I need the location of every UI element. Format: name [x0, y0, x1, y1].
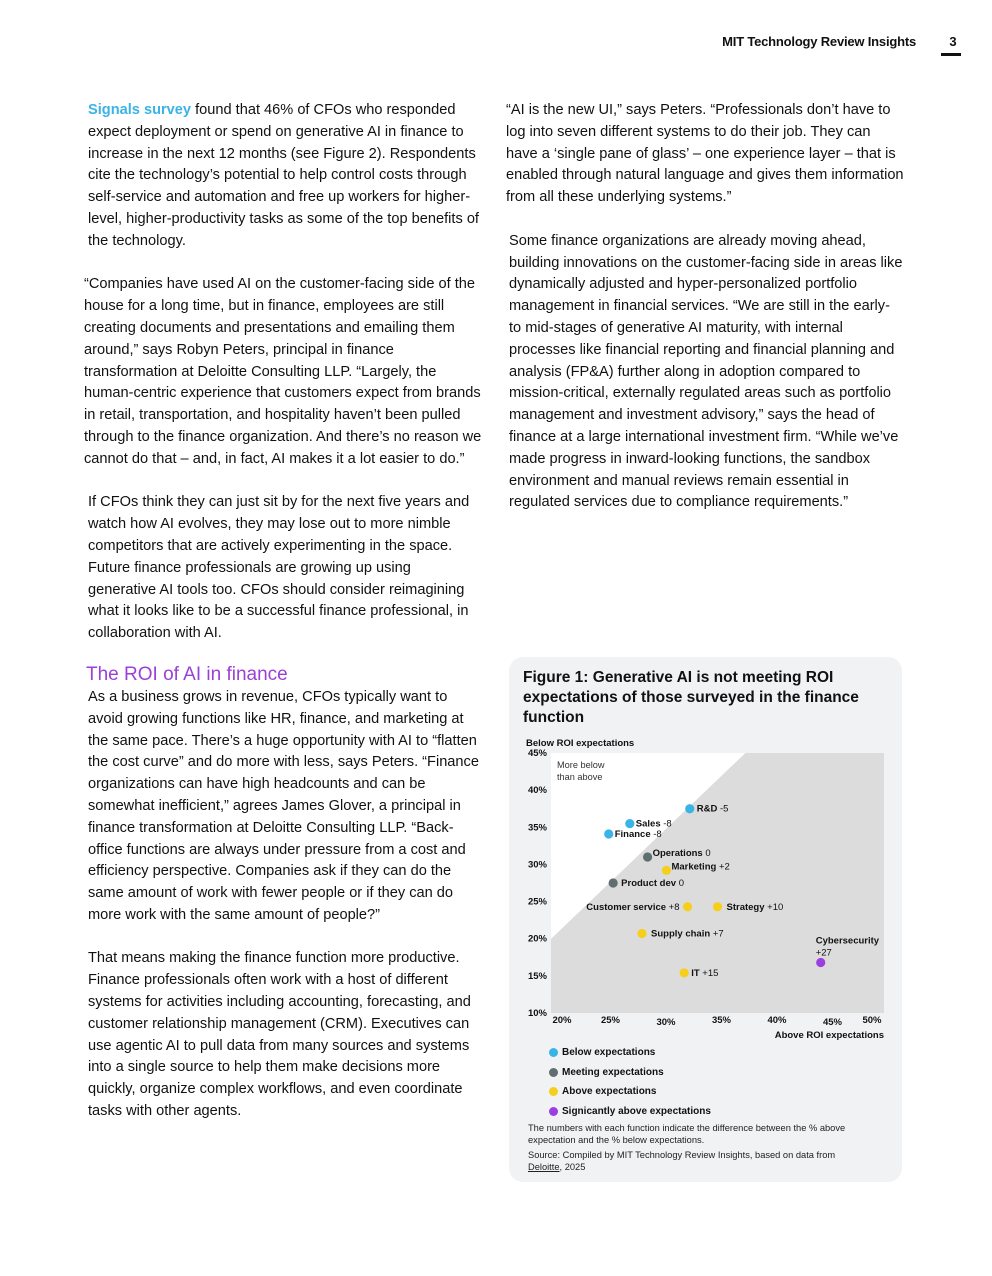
data-point-label [691, 968, 718, 979]
section-heading: The ROI of AI in finance [86, 663, 288, 685]
legend-item [549, 1063, 711, 1083]
data-point [643, 852, 652, 861]
y-tick-label: 40% [527, 785, 547, 797]
y-tick-label: 30% [527, 859, 547, 871]
data-point-label [651, 929, 724, 940]
left-column [84, 100, 483, 1145]
x-tick-label: 50% [862, 1015, 882, 1026]
data-point [683, 902, 692, 911]
region-label: More below than above [557, 760, 605, 782]
paragraph: “Companies have used AI on the customer-facing side of the house for a long time, but in finance, employees are still creating documents and presentations and emailing them around,” says Robyn Peters, principal in finance transformation at Deloitte Consulting LLP. “Largely, the human-centric experience that customers expect from brands in retail, transportation, and hospitality haven’t been pulled through to the finance organization. And there’s no reason we cannot do that – and, in fact, AI makes it a lot easier to do.” [84, 276, 482, 467]
data-point [637, 929, 646, 938]
legend-item [549, 1102, 711, 1122]
point-value: -8 [653, 828, 662, 840]
page-number: 3 [949, 34, 957, 49]
point-name: Operations [652, 848, 706, 859]
y-tick-label: 15% [527, 970, 547, 982]
point-name: Customer service [586, 901, 669, 913]
x-axis-label: Above ROI expectations [774, 1030, 884, 1040]
legend-item [549, 1043, 711, 1063]
source-text: Source: Compiled by MIT Technology Review Insights, based on data from [528, 1150, 836, 1160]
x-tick-label: 35% [711, 1015, 732, 1026]
x-tick-label: 30% [656, 1017, 676, 1028]
header-rule [941, 53, 961, 56]
point-name: Sales [635, 818, 664, 830]
point-value: -8 [663, 818, 672, 830]
point-name: R&D [696, 803, 720, 815]
scatter-chart [509, 730, 902, 1040]
paragraph: “AI is the new UI,” says Peters. “Professionals don’t have to log into seven different systems to do their job. They can have a ‘single pane of glass’ – one experience layer – that is enabled through natural language and gives them information from all these underlying systems.” [506, 102, 904, 206]
data-point-label [653, 848, 711, 859]
x-tick-label: 45% [822, 1017, 843, 1028]
legend-label: Meeting expectations [562, 1066, 664, 1078]
paragraph: That means making the finance function more productive. Finance professionals often work with a host of different systems for activities including accounting, forecasting, and customer relationship management (CRM). Executives can use agentic AI to pull data from many sources and systems into a single source to help them make decisions more quickly, organize complex workflows, and even coordinate tasks with other agents. [88, 950, 471, 1120]
y-tick-label: 10% [527, 1008, 547, 1019]
point-value: -5 [719, 803, 729, 815]
x-tick-label: 40% [767, 1015, 787, 1026]
data-point-label [671, 861, 729, 872]
point-value: +15 [702, 967, 719, 979]
data-point [713, 902, 722, 911]
data-point [816, 958, 825, 967]
data-point-label [621, 878, 684, 889]
header-brand: MIT Technology Review Insights [722, 34, 916, 49]
y-tick-label: 45% [527, 748, 547, 759]
y-axis-label: Below ROI expectations [526, 738, 635, 749]
point-name: Strategy [726, 901, 768, 913]
data-point-label [615, 829, 662, 840]
signals-survey-link[interactable]: Signals survey [88, 102, 192, 118]
data-point-label [586, 902, 679, 913]
source-year: , 2025 [559, 1162, 586, 1172]
legend-label: Signicantly above expectations [562, 1105, 711, 1117]
legend-label: Above expectations [562, 1086, 657, 1098]
x-tick-label: 25% [600, 1015, 621, 1026]
data-point-label [697, 804, 729, 815]
paragraph [88, 100, 483, 253]
y-tick-label: 35% [527, 822, 547, 834]
point-name: Supply chain [651, 928, 713, 940]
point-value: 0 [678, 878, 685, 889]
paragraph-text: found that 46% of CFOs who responded expect deployment or spend on generative AI in finance to increase in the next 12 months (see Figure 2). Respondents cite the technology’s potential to help control costs through self-service and automation and free up workers for higher-level, higher-productivity tasks as some of the top benefits of the technology. [88, 102, 479, 249]
legend-swatch [549, 1087, 558, 1096]
point-value: +2 [718, 861, 730, 873]
data-point [625, 819, 634, 828]
paragraph: Some finance organizations are already moving ahead, building innovations on the customer-facing side in areas like dynamically adjusted and hyper-personalized portfolio management in financial services. “We are still in the early- to mid-stages of generative AI maturity, with internal processes like financial reporting and financial planning and analysis (FP&A) further along in adoption compared to mission-critical, externally regulated areas such as portfolio management and investment advisory,” says the head of finance at a large international investment firm. “While we’ve made progress in inward-looking functions, the sandbox environment and manual reviews remain essential in regulated services due to compliance requirements.” [509, 232, 903, 511]
point-name: IT [691, 967, 703, 979]
data-point [662, 866, 671, 875]
y-tick-label: 25% [527, 896, 547, 908]
y-tick-label: 20% [527, 933, 547, 945]
paragraph: If CFOs think they can just sit by for the next five years and watch how AI evolves, they may lose out to more nimble competitors that are actively experimenting in the space. Future finance professionals are growing up using generative AI tools too. CFOs should consider reimagining what it looks like to be a successful finance professional, in collaboration with AI. [88, 494, 470, 642]
legend-swatch [549, 1068, 558, 1077]
deloitte-link[interactable]: Deloitte [528, 1162, 560, 1172]
point-name: Product dev [621, 878, 679, 889]
right-column [506, 100, 904, 536]
point-value: +7 [712, 928, 724, 940]
legend-swatch [549, 1107, 558, 1116]
data-point [680, 968, 689, 977]
x-tick-label: 20% [552, 1015, 572, 1026]
paragraph: As a business grows in revenue, CFOs typically want to avoid growing functions like HR, finance, and marketing at the same pace. There’s a huge opportunity with AI to “flatten the cost curve” and do more with less, says Peters. “Finance organizations can have high headcounts and can be somewhat inefficient,” agrees James Glover, a principal in finance transformation at Deloitte Consulting LLP. “Back-office functions are always under pressure from a cost and efficiency perspective. Companies ask if they can do the same amount of work with fewer people or if they can do more work with the same amount of people?” [88, 688, 479, 923]
legend-label: Below expectations [562, 1047, 656, 1059]
legend-swatch [549, 1048, 558, 1057]
data-point-label [636, 819, 672, 830]
figure-note: The numbers with each function indicate the difference between the % above expectation and the % below expectations. [528, 1123, 846, 1145]
point-name: Marketing [671, 861, 719, 873]
data-point [604, 829, 613, 838]
point-name: Finance [614, 828, 654, 840]
figure-source [528, 1149, 890, 1173]
data-point-label [727, 902, 784, 913]
point-value: +10 [767, 901, 784, 913]
point-value: 0 [705, 848, 711, 859]
data-point-value: +27 [815, 947, 832, 959]
data-point [685, 804, 694, 813]
figure-title: Figure 1: Generative AI is not meeting ROI expectations of those surveyed in the finance function [523, 669, 859, 726]
chart-legend [549, 1043, 711, 1121]
legend-item [549, 1082, 711, 1102]
data-point-label: Cybersecurity [815, 935, 880, 947]
data-point [609, 878, 618, 887]
point-value: +8 [668, 901, 680, 913]
